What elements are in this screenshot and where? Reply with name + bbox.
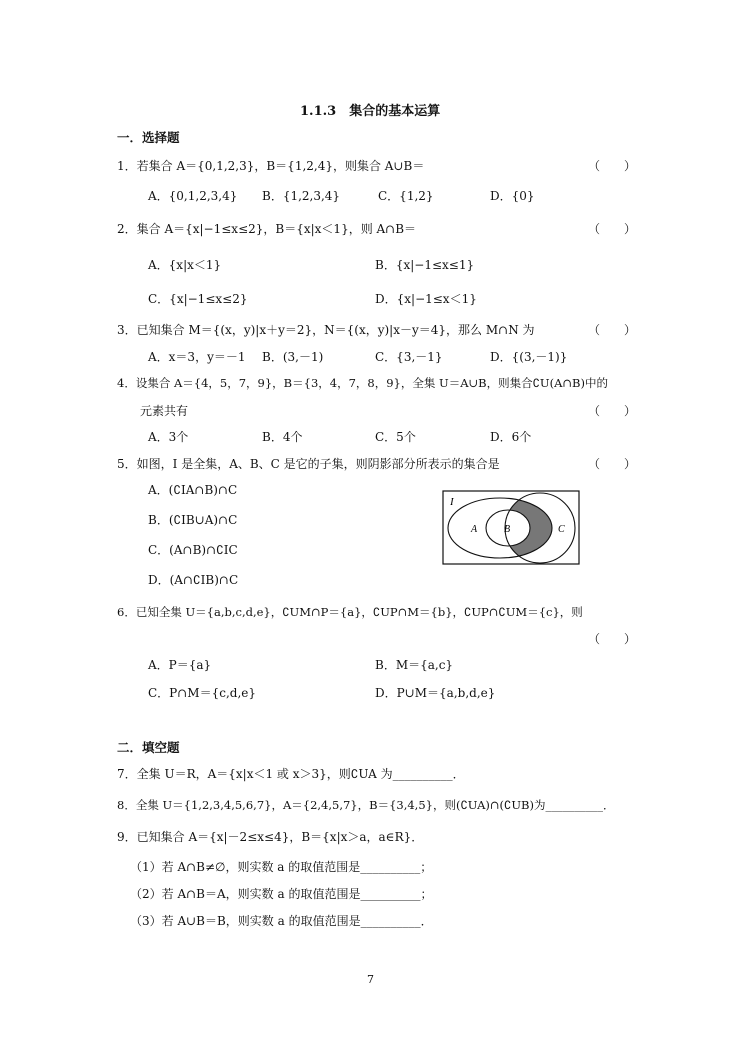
question-1-option-c: C．{1,2}: [378, 189, 434, 203]
question-4-stem: 4．设集合 A＝{4，5，7，9}，B＝{3，4，7，8，9}，全集 U＝A∪B，则集合∁U(A∩B)中的: [117, 376, 608, 390]
question-1-option-b: B．{1,2,3,4}: [262, 189, 341, 203]
label-a: A: [471, 524, 478, 535]
question-4-option-d: D．6个: [490, 430, 532, 444]
question-2-option-d: D．{x|−1≤x＜1}: [375, 292, 477, 306]
question-2-option-c: C．{x|−1≤x≤2}: [148, 292, 248, 306]
question-1-stem: 1．若集合 A＝{0,1,2,3}，B＝{1,2,4}，则集合 A∪B＝: [117, 159, 425, 173]
label-i: I: [450, 496, 454, 508]
question-4-stem-continued: 元素共有: [140, 404, 189, 418]
question-1-option-d: D．{0}: [490, 189, 535, 203]
question-3-stem: 3．已知集合 M＝{(x，y)|x＋y＝2}，N＝{(x，y)|x－y＝4}，那么 M∩N 为: [117, 323, 535, 337]
question-3-answer-paren: （ ）: [588, 323, 637, 337]
question-2-option-a: A．{x|x＜1}: [148, 258, 222, 272]
question-3-option-d: D．{(3,－1)}: [490, 350, 568, 364]
question-5-option-c: C．(A∩B)∩∁IC: [148, 543, 238, 557]
question-6-option-d: D．P∪M＝{a,b,d,e}: [375, 686, 496, 700]
question-6-option-b: B．M＝{a,c}: [375, 658, 454, 672]
question-8: 8．全集 U＝{1,2,3,4,5,6,7}，A＝{2,4,5,7}，B＝{3,4,5}，则(∁UA)∩(∁UB)为__________．: [117, 798, 615, 812]
page-number: 7: [367, 973, 374, 986]
question-5-stem: 5．如图，I 是全集，A、B、C 是它的子集，则阴影部分所表示的集合是: [117, 457, 500, 471]
question-4-option-c: C．5个: [375, 430, 416, 444]
label-b: B: [504, 524, 511, 535]
question-7: 7．全集 U＝R，A＝{x|x＜1 或 x＞3}，则∁UA 为__________．: [117, 767, 465, 781]
question-3-option-a: A．x＝3，y＝－1: [148, 350, 246, 364]
question-9-stem: 9．已知集合 A＝{x|－2≤x≤4}，B＝{x|x＞a，a∈R}．: [117, 830, 424, 844]
question-5-option-a: A．(∁IA∩B)∩C: [148, 483, 238, 497]
question-4-option-a: A．3个: [148, 430, 189, 444]
question-6-option-a: A．P＝{a}: [148, 658, 212, 672]
question-6-option-c: C．P∩M＝{c,d,e}: [148, 686, 257, 700]
page-title: 1.1.3 集合的基本运算: [300, 104, 441, 119]
question-4-answer-paren: （ ）: [588, 404, 637, 418]
question-5-answer-paren: （ ）: [588, 457, 637, 471]
question-5-option-b: B．(∁IB∪A)∩C: [148, 513, 238, 527]
section-heading-fill-blank: 二．填空题: [117, 740, 180, 755]
question-9-part-1: （1）若 A∩B≠∅，则实数 a 的取值范围是__________；: [130, 860, 433, 874]
venn-diagram: [442, 490, 582, 566]
question-2-option-b: B．{x|−1≤x≤1}: [375, 258, 475, 272]
question-3-option-b: B．(3,－1): [262, 350, 324, 364]
section-heading-choice: 一．选择题: [117, 130, 180, 145]
question-9-part-3: （3）若 A∪B＝B，则实数 a 的取值范围是__________．: [130, 914, 433, 928]
question-4-option-b: B．4个: [262, 430, 303, 444]
question-6-stem: 6．已知全集 U＝{a,b,c,d,e}，∁UM∩P＝{a}，∁UP∩M＝{b}，∁UP∩∁UM＝{c}，则: [117, 605, 583, 619]
question-9-part-2: （2）若 A∩B＝A，则实数 a 的取值范围是__________；: [130, 887, 433, 901]
question-1-answer-paren: （ ）: [588, 159, 637, 173]
question-1-option-a: A．{0,1,2,3,4}: [148, 189, 238, 203]
question-2-answer-paren: （ ）: [588, 222, 637, 236]
question-5-option-d: D．(A∩∁IB)∩C: [148, 573, 239, 587]
question-3-option-c: C．{3,－1}: [375, 350, 443, 364]
label-c: C: [558, 524, 565, 535]
question-2-stem: 2．集合 A＝{x|−1≤x≤2}，B＝{x|x＜1}，则 A∩B＝: [117, 222, 417, 236]
question-6-answer-paren: （ ）: [588, 632, 637, 646]
